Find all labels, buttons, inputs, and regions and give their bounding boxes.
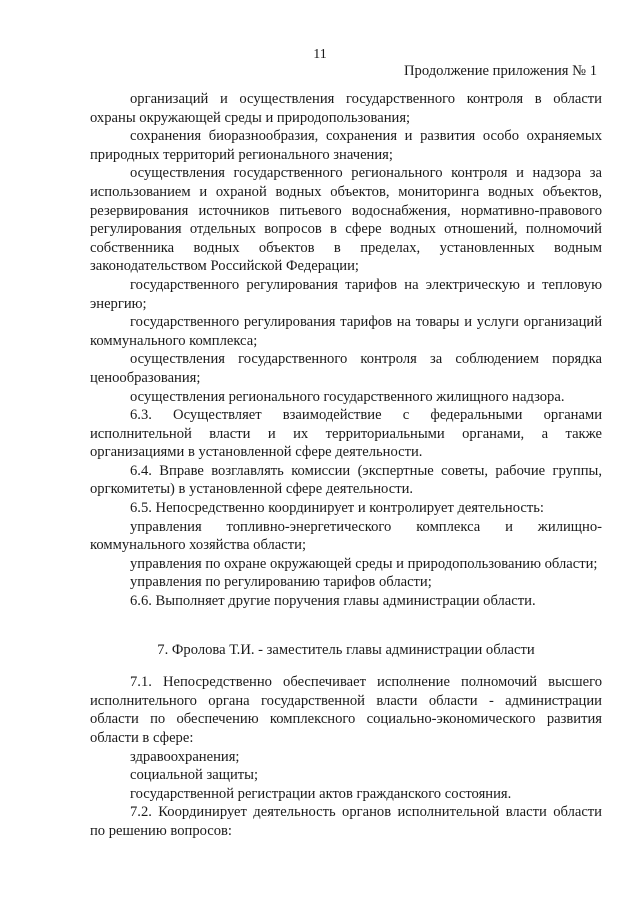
body-paragraph: здравоохранения; — [130, 748, 240, 765]
body-paragraph: управления по регулированию тарифов области; — [130, 574, 432, 591]
body-paragraph: осуществления регионального государственного жилищного надзора. — [130, 388, 565, 405]
body-paragraph: государственной регистрации актов гражданского состояния. — [130, 785, 512, 802]
section-spacer — [90, 611, 602, 641]
body-paragraph: осуществления государственного регионального контроля и надзора за использованием и охраной водных объектов, мониторинга водных объектов, резервирования источников питьевого водоснабжения, нормативно-правового регулирования отдельных вопросов в сфере водных отношений, полномочий собственника водных объектов в пределах, установленных водным законодательством Российской Федерации; — [90, 165, 602, 275]
clause-7-1: 7.1. Непосредственно обеспечивает исполнение полномочий высшего исполнительного органа государственной власти области - администрации области по обеспечению комплексного социально-экономического развития области в сфере: — [90, 674, 602, 746]
page-number: 11 — [313, 47, 327, 62]
body-paragraph: управления по охране окружающей среды и природопользованию области; — [130, 555, 598, 572]
clause-7-2: 7.2. Координирует деятельность органов исполнительной власти области по решению вопросов: — [90, 804, 602, 839]
clause-6-5: 6.5. Непосредственно координирует и контролирует деятельность: — [130, 500, 544, 517]
body-paragraph: государственного регулирования тарифов на товары и услуги организаций коммунального комплекса; — [90, 314, 602, 349]
heading-spacer — [90, 659, 602, 673]
body-paragraph: государственного регулирования тарифов на электрическую и тепловую энергию; — [90, 276, 602, 312]
body-paragraph: осуществления государственного контроля за соблюдением порядка ценообразования; — [90, 351, 602, 386]
clause-6-3: 6.3. Осуществляет взаимодействие с федеральными органами исполнительной власти и их территориальными органами, а также организациями в установленной сфере деятельности. — [90, 407, 602, 461]
clause-6-6: 6.6. Выполняет другие поручения главы администрации области. — [130, 593, 536, 610]
body-paragraph: управления топливно-энергетического комплекса и жилищно-коммунального хозяйства области; — [90, 518, 602, 554]
body-paragraph: сохранения биоразнообразия, сохранения и развития особо охраняемых природных территорий регионального значения; — [90, 128, 602, 163]
appendix-continuation-note: Продолжение приложения № 1 — [404, 63, 597, 79]
body-paragraph: организаций и осуществления государственного контроля в области охраны окружающей среды и природопользования; — [90, 91, 602, 126]
clause-6-4: 6.4. Вправе возглавлять комиссии (экспертные советы, рабочие группы, оргкомитеты) в установленной сфере деятельности. — [90, 462, 602, 498]
document-body — [90, 90, 602, 841]
section-heading: 7. Фролова Т.И. - заместитель главы администрации области — [157, 641, 535, 658]
body-paragraph: социальной защиты; — [130, 767, 259, 784]
